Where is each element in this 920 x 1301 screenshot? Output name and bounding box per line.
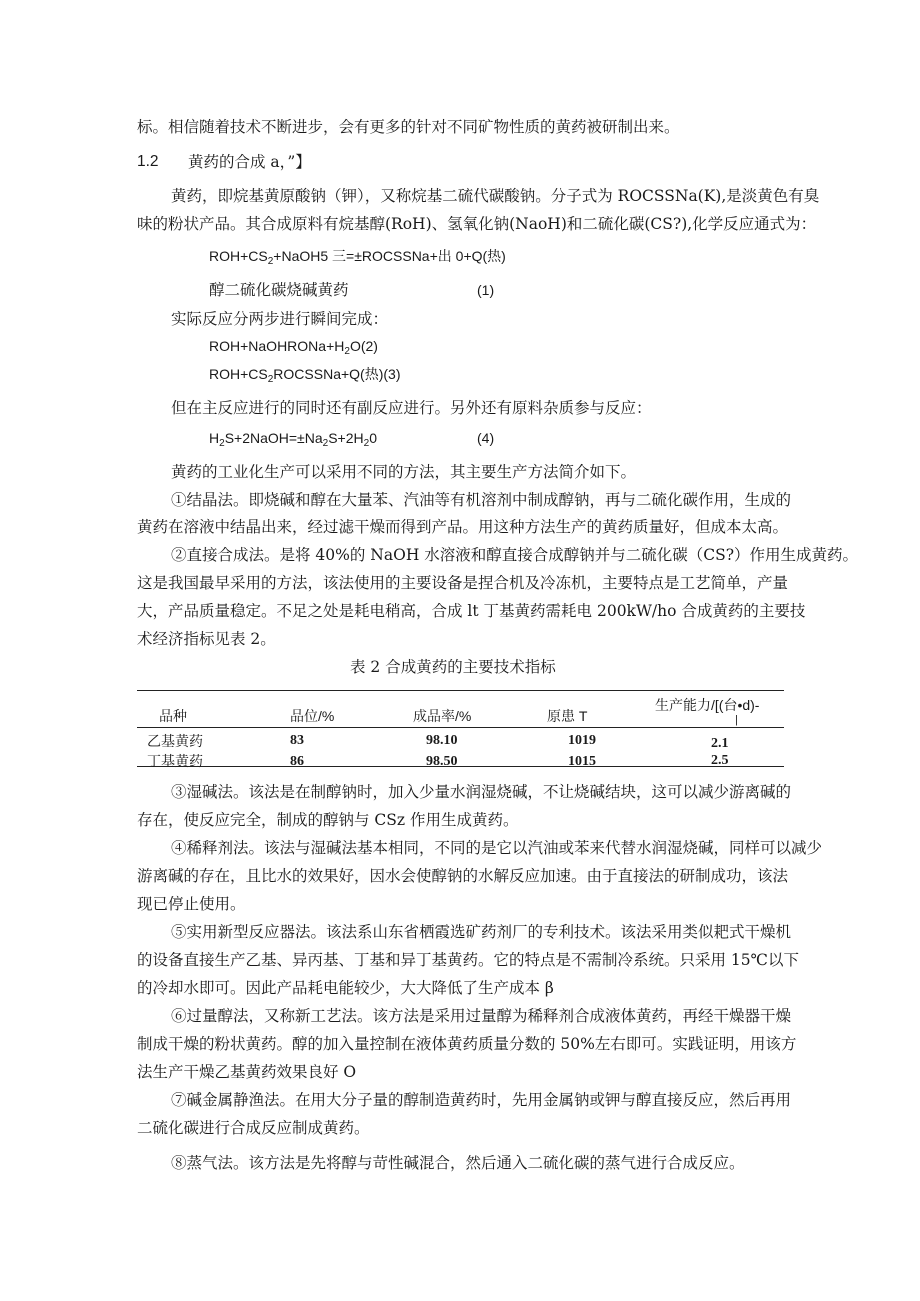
table-header-cell: 成品率/% <box>413 708 472 724</box>
equation-2: $ROH+NaOHRONa+H_2O(2)$ <box>209 338 378 357</box>
equation-1: $ROH+CS_2+NaOH5$ 三=±ROCSSNa+出 0+Q(热) <box>209 248 506 267</box>
equation-1-labels: 醇二硫化碳烧碱黄药 <box>209 281 349 299</box>
table-header-cell: 原患 T <box>547 708 588 724</box>
paragraph-line: ⑧蒸气法。该方法是先将醇与苛性碱混合，然后通入二硫化碳的蒸气进行合成反应。 <box>171 1154 745 1172</box>
paragraph-line: ⑥过量醇法，又称新工艺法。该方法是采用过量醇为稀释剂合成液体黄药，再经干燥器干燥 <box>171 1007 792 1025</box>
paragraph-line: ②直接合成法。是将 40%的 NaOH 水溶液和醇直接合成醇钠并与二硫化碳（CS?）作用生成黄药。 <box>171 546 859 564</box>
table-header-mark: | <box>735 714 738 726</box>
paragraph-line: 但在主反应进行的同时还有副反应进行。另外还有原料杂质参与反应： <box>171 399 652 417</box>
paragraph-line: 存在，使反应完全，制成的醇钠与 CSz 作用生成黄药。 <box>137 811 519 829</box>
paragraph-line: ⑤实用新型反应器法。该法系山东省栖霞选矿药剂厂的专利技术。该法采用类似耙式干燥机 <box>171 923 792 941</box>
equation-3: $ROH+CS_2ROCSSNa+Q$(热)(3) <box>209 366 401 385</box>
table-cell: 86 <box>290 754 304 769</box>
table-cell: 乙基黄药 <box>147 733 203 749</box>
paragraph-line: ④稀释剂法。该法与湿碱法基本相同，不同的是它以汽油或苯来代替水润湿烧碱，同样可以减少 <box>171 839 823 857</box>
table-header-cell: 生产能力/[(台•d)- <box>655 697 760 713</box>
paragraph-line: 游离碱的存在，且比水的效果好，因水会使醇钠的水解反应加速。由于直接法的研制成功，该法 <box>137 867 789 885</box>
paragraph-line: 标。相信随着技术不断进步，会有更多的针对不同矿物性质的黄药被研制出来。 <box>137 118 680 136</box>
paragraph-line: 这是我国最早采用的方法，该法使用的主要设备是捏合机及冷冻机，主要特点是工艺简单，产量 <box>137 574 789 592</box>
table-cell: 98.50 <box>426 754 458 769</box>
section-number: 1.2 <box>137 153 159 170</box>
paragraph-line: 味的粉状产品。其合成原料有烷基醇(RoH)、氢氧化钠(NaoH)和二硫化碳(CS?),化学反应通式为： <box>137 215 817 233</box>
table-bottom-rule <box>137 766 784 767</box>
paragraph-line: 二硫化碳进行合成反应制成黄药。 <box>137 1119 370 1137</box>
table-cell: 丁基黄药 <box>147 753 203 769</box>
paragraph-line: 黄药的工业化生产可以采用不同的方法，其主要生产方法简介如下。 <box>171 463 637 481</box>
paragraph-line: 黄药在溶液中结晶出来，经过滤干燥而得到产品。用这种方法生产的黄药质量好，但成本太高。 <box>137 518 789 536</box>
table-cell: 83 <box>290 733 304 748</box>
table-top-rule <box>137 690 784 691</box>
paragraph-line: 实际反应分两步进行瞬间完成： <box>171 310 389 328</box>
table-caption: 表 2 合成黄药的主要技术指标 <box>350 658 556 676</box>
equation-4: $H_2S+2NaOH=\pm Na_2S+2H_20$ <box>209 430 377 449</box>
paragraph-line: 的冷却水即可。因此产品耗电能较少，大大降低了生产成本 β <box>137 979 554 997</box>
table-header-cell: 品种 <box>159 708 187 724</box>
table-cell: 1019 <box>568 733 596 748</box>
table-cell: 2.1 <box>711 736 729 751</box>
paragraph-line: 法生产干燥乙基黄药效果良好 O <box>137 1063 357 1081</box>
equation-number: (1) <box>477 282 495 298</box>
table-header-rule <box>137 727 784 728</box>
section-title: 黄药的合成 a，”】 <box>188 153 311 171</box>
paragraph-line: ①结晶法。即烧碱和醇在大量苯、汽油等有机溶剂中制成醇钠，再与二硫化碳作用，生成的 <box>171 491 792 509</box>
paragraph-line: 现已停止使用。 <box>137 895 246 913</box>
table-cell: 2.5 <box>711 753 729 768</box>
paragraph-line: 的设备直接生产乙基、异丙基、丁基和异丁基黄药。它的特点是不需制冷系统。只采用 15℃以下 <box>137 951 799 969</box>
paragraph-line: ⑦碱金属静渔法。在用大分子量的醇制造黄药时，先用金属钠或钾与醇直接反应，然后再用 <box>171 1091 792 1109</box>
paragraph-line: 制成干燥的粉状黄药。醇的加入量控制在液体黄药质量分数的 50%左右即可。实践证明，用该方 <box>137 1035 797 1053</box>
table-header-cell: 品位/% <box>290 708 335 724</box>
paragraph-line: 黄药，即烷基黄原酸钠（钾），又称烷基二硫代碳酸钠。分子式为 ROCSSNa(K),是淡黄色有臭 <box>171 187 820 205</box>
paragraph-line: 大，产品质量稳定。不足之处是耗电稍高，合成 lt 丁基黄药需耗电 200kW/ho 合成黄药的主要技 <box>137 602 806 620</box>
table-cell: 1015 <box>568 754 596 769</box>
paragraph-line: 术经济指标见表 2。 <box>137 630 276 648</box>
equation-number: (4) <box>477 430 495 446</box>
paragraph-line: ③湿碱法。该法是在制醇钠时，加入少量水润湿烧碱，不让烧碱结块，这可以减少游离碱的 <box>171 783 792 801</box>
table-cell: 98.10 <box>426 733 458 748</box>
